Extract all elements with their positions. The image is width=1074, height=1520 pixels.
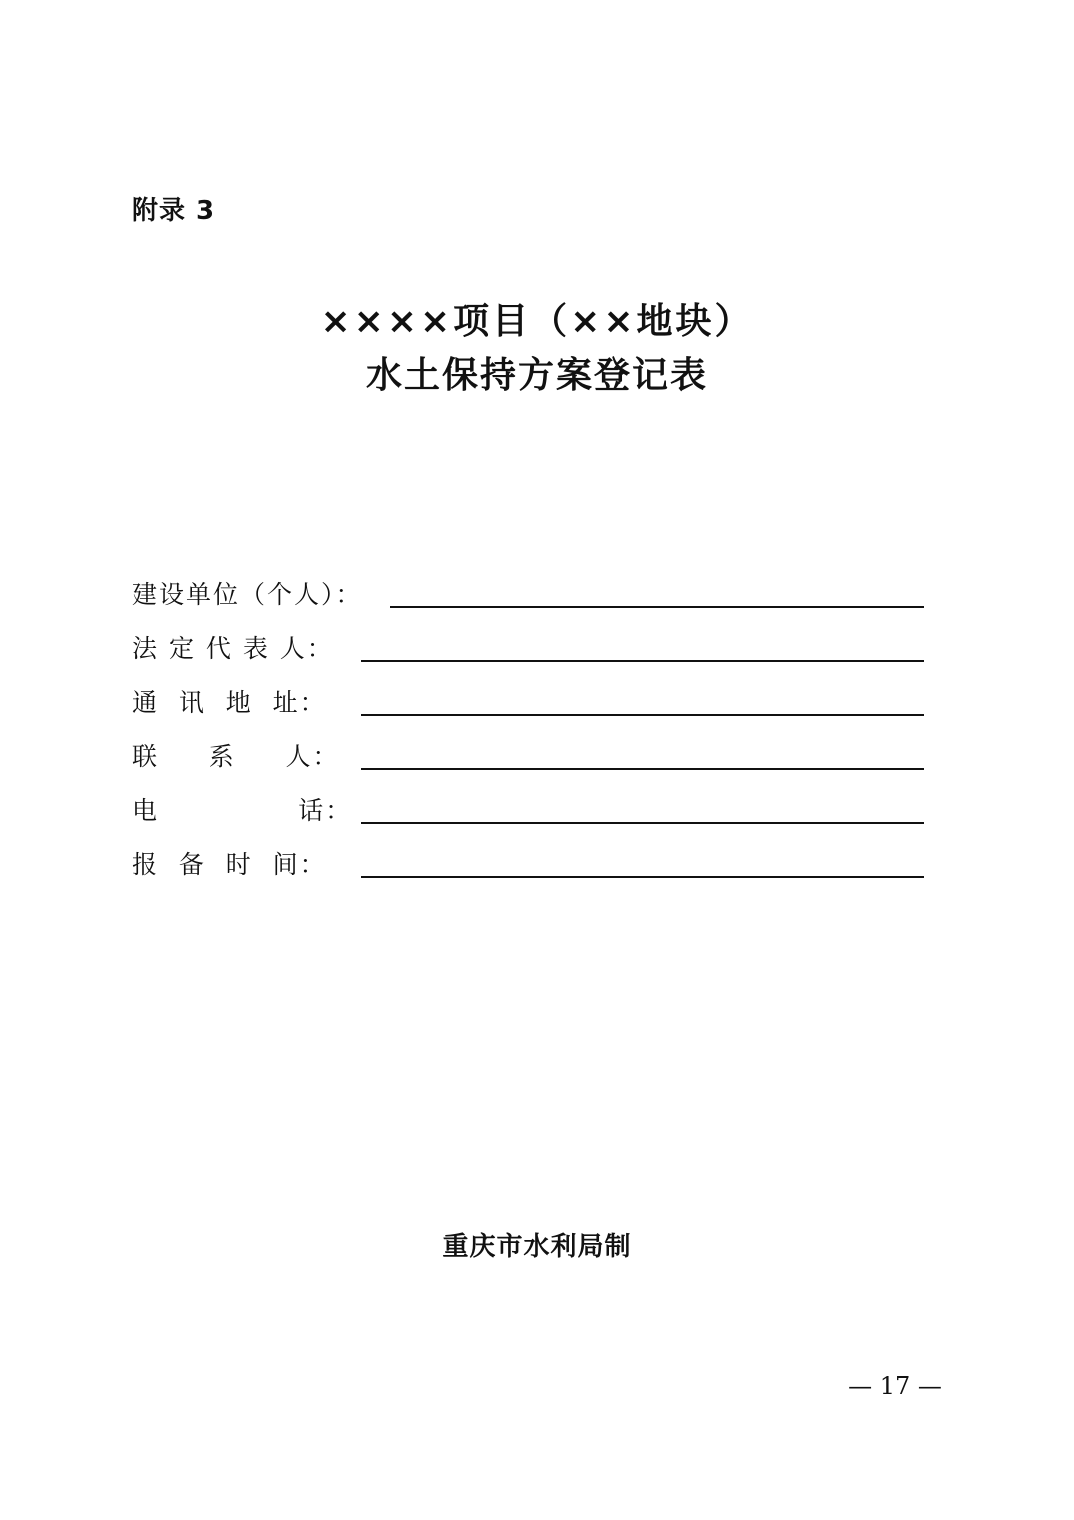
form-row-construction-unit	[132, 578, 932, 618]
form-row-contact-person	[132, 740, 932, 780]
form-title-line2: 水土保持方案登记表	[365, 355, 708, 396]
construction-unit-label: 建设单位（个人）：	[132, 580, 363, 609]
contact-person-field-line[interactable]	[361, 768, 924, 770]
form-row-phone	[132, 794, 932, 834]
filing-time-field-line[interactable]	[361, 876, 924, 878]
form-row-filing-time	[132, 848, 932, 888]
filing-time-label: 报 备 时 间：	[132, 850, 327, 879]
form-title-line1: ××××项目（××地块）	[320, 301, 754, 342]
issuing-organization: 重庆市水利局制	[442, 1232, 632, 1262]
address-label: 通 讯 地 址：	[132, 688, 327, 717]
legal-representative-label: 法 定 代 表 人：	[132, 634, 334, 663]
appendix-label: 附录 3	[132, 196, 216, 226]
form-row-address	[132, 686, 932, 726]
address-field-line[interactable]	[361, 714, 924, 716]
legal-representative-field-line[interactable]	[361, 660, 924, 662]
form-row-legal-representative	[132, 632, 932, 672]
construction-unit-field-line[interactable]	[390, 606, 924, 608]
page-number: — 17 —	[848, 1372, 942, 1400]
phone-field-line[interactable]	[361, 822, 924, 824]
contact-person-label: 联 系 人：	[132, 742, 340, 771]
phone-label: 电 话：	[132, 796, 353, 825]
